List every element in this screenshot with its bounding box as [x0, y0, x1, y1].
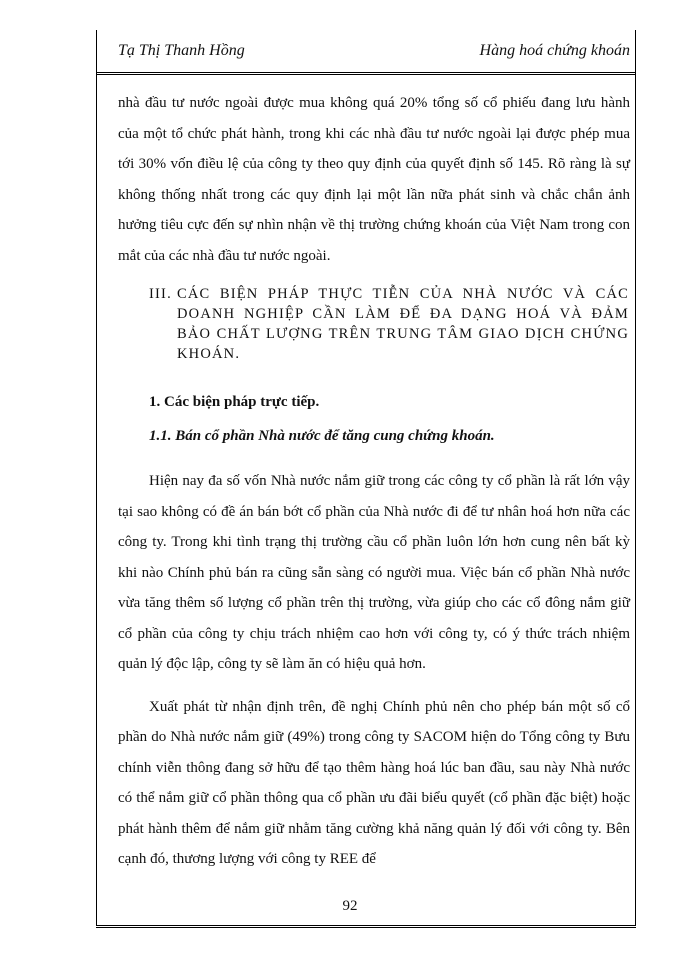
subsubsection-heading: 1.1. Bán cổ phần Nhà nước để tăng cung chứng khoán.: [149, 428, 495, 444]
section-number: III.: [149, 286, 172, 302]
subsection-heading: 1. Các biện pháp trực tiếp.: [149, 394, 320, 410]
header-author: Tạ Thị Thanh Hồng: [118, 42, 245, 59]
section-title: CÁC BIỆN PHÁP THỰC TIỄN CỦA NHÀ NƯỚC VÀ CÁC DOANH NGHIỆP CẦN LÀM ĐỂ ĐA DẠNG HOÁ VÀ ĐẢM BẢO CHẤT LƯỢNG TRÊN TRUNG TÂM GIAO DỊCH CHỨNG KHOÁN.: [177, 286, 629, 362]
body-paragraph: Xuất phát từ nhận định trên, đề nghị Chính phủ nên cho phép bán một số cổ phần do Nhà nước nắm giữ (49%) trong công ty SACOM hiện do Tổng công ty Bưu chính viễn thông đang sở hữu để tạo thêm hàng hoá lúc ban đầu, sau này Nhà nước có thể nắm giữ cổ phần thông qua cổ phần ưu đãi biểu quyết (cổ phần đặc biệt) hoặc phát hành thêm để nắm giữ nhằm tăng cường khả năng quản lý đối với công ty. Bên cạnh đó, thương lượng với công ty REE để: [118, 698, 630, 867]
body-text: [118, 466, 630, 875]
intro-paragraph: nhà đầu tư nước ngoài được mua không quá 20% tổng số cổ phiếu đang lưu hành của một tổ chức phát hành, trong khi các nhà đầu tư nước ngoài lại được phép mua tới 30% vốn điều lệ của công ty theo quy định của quyết định số 145. Rõ ràng là sự không thống nhất trong các quy định lại một lần nữa phát sinh và chắc chắn ảnh hưởng tiêu cực đến sự nhìn nhận về thị trường chứng khoán của Việt Nam trong con mắt của các nhà đầu tư nước ngoài.: [118, 95, 630, 264]
running-header: [118, 42, 630, 66]
page-number: 92: [342, 898, 358, 914]
intro-block: [118, 88, 630, 271]
section-heading: [149, 284, 629, 364]
footer-rule: [96, 925, 636, 928]
header-title: Hàng hoá chứng khoán: [479, 42, 630, 59]
body-paragraph: Hiện nay đa số vốn Nhà nước nắm giữ trong các công ty cổ phần là rất lớn vậy tại sao không có đề án bán bớt cổ phần của Nhà nước đi để tư nhân hoá hơn nữa các công ty. Trong khi tình trạng thị trường cầu cổ phần luôn lớn hơn cung nên bất kỳ khi nào Chính phủ bán ra cũng sẵn sàng có người mua. Việc bán cổ phần Nhà nước vừa tăng thêm số lượng cổ phần trên thị trường, vừa giúp cho các cổ đông nắm giữ cổ phần của công ty chịu trách nhiệm cao hơn với công ty, có ý thức trách nhiệm quản lý độc lập, công ty sẽ làm ăn có hiệu quả hơn.: [118, 473, 630, 672]
header-rule: [96, 72, 636, 75]
